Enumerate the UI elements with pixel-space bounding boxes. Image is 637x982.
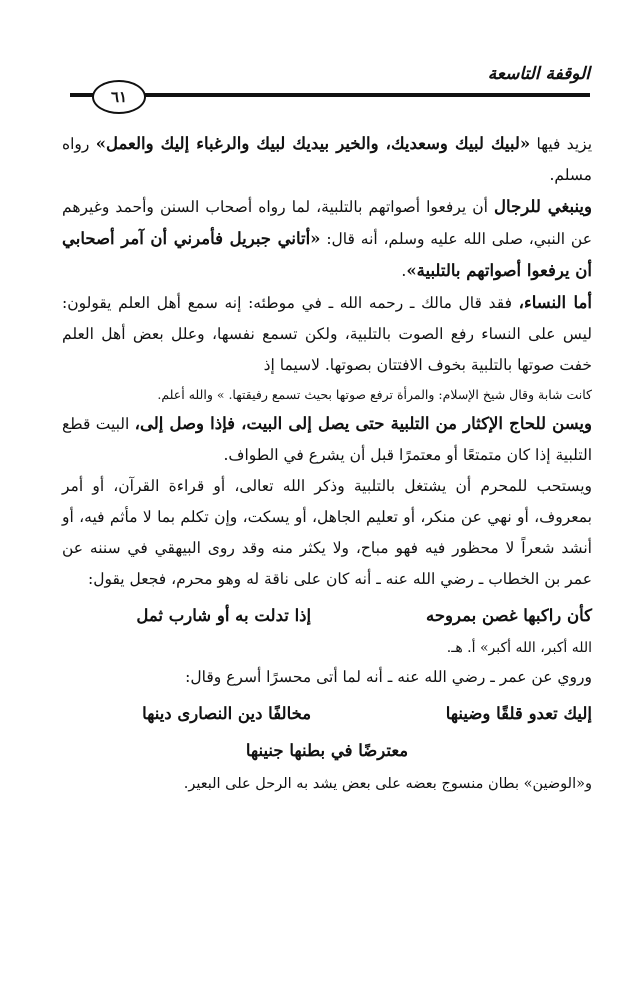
p3-text: فقد قال مالك ـ رحمه الله ـ في موطئه: إنه سمع أهل العلم يقولون: ليس على النساء رفع الصوت بالتلبية، ولكن تسمع نفسها، وعلل بعض أهل العلم خفت صوتها بالتلبية بخوف الافتتان بصوتها. لاسيما إذ xyxy=(62,294,592,374)
verse-2-first-hemistich: إليك تعدو قلقًا وضينها xyxy=(445,704,592,723)
verse-line-2 xyxy=(62,695,592,733)
chapter-title: الوقفة التاسعة xyxy=(487,64,590,84)
paragraph-umar: وروي عن عمر ـ رضي الله عنه ـ أنه لما أتى محسرًا أسرع وقال: xyxy=(185,668,592,686)
p1-text: يزيد فيها xyxy=(530,135,593,153)
p2-hadith: «أتاني جبريل فأمرني أن آمر أصحابي أن يرفعوا أصواتهم بالتلبية» xyxy=(62,229,592,280)
paragraph-pilgrim-talbiya xyxy=(62,408,592,471)
page-header xyxy=(70,62,590,106)
page-body xyxy=(62,128,592,800)
p1-source: رواه مسلم. xyxy=(62,135,592,184)
paragraph-women xyxy=(62,287,592,381)
verse-1-first-hemistich: كأن راكبها غصن بمروحه xyxy=(426,606,592,625)
verse-2-second-hemistich: مخالفًا دين النصارى دينها xyxy=(142,704,312,723)
verse-1-closing: الله أكبر، الله أكبر» أ. هـ. xyxy=(446,640,592,656)
p3-lead: أما النساء، xyxy=(518,293,592,312)
paragraph-recommended: ويستحب للمحرم أن يشتغل بالتلبية وذكر الله تعالى، أو قراءة القرآن، أو أمر بمعروف، أو نهي عن منكر، أو تعليم الجاهل، أو يسكت، وإن تكلم بما لا مأثم فيه، أو أنشد شعراً لا محظور فيه فهو مباح، ولا يكثر منه وقد روى البيهقي في سننه عن عمر بن الخطاب ـ رضي الله عنه ـ أنه كان على ناقة له وهو محرم، فجعل يقول: xyxy=(62,477,592,588)
p1-quote: «لبيك لبيك وسعديك، والخير بيديك لبيك والرغباء إليك والعمل» xyxy=(95,134,531,153)
verse-line-1 xyxy=(62,597,592,635)
paragraph-women-continued: كانت شابة وقال شيخ الإسلام: والمرأة ترفع صوتها بحيث تسمع رفيقتها. » والله أعلم. xyxy=(157,387,592,402)
p2-end: . xyxy=(401,262,407,280)
verse-2-third-hemistich: معترضًا في بطنها جنينها xyxy=(245,741,409,760)
header-rule xyxy=(70,93,590,97)
paragraph-talbiya-addition xyxy=(62,128,592,191)
p2-lead: وينبغي للرجال xyxy=(494,197,592,216)
p2-text: أن يرفعوا أصواتهم بالتلبية، لما رواه أصحاب السنن وأحمد وغيرهم عن النبي، صلى الله عليه وسلم، أنه قال: xyxy=(62,198,592,248)
p4-text: البيت قطع التلبية إذا كان متمتعًا أو معتمرًا قبل أن يشرع في الطواف. xyxy=(62,415,592,464)
page-number: ٦١ xyxy=(92,80,146,114)
p4-lead: ويسن للحاج الإكثار من التلبية حتى يصل إلى البيت، فإذا وصل إلى، xyxy=(134,414,592,433)
verse-1-second-hemistich: إذا تدلت به أو شارب ثمل xyxy=(136,606,312,625)
footnote-wadin: و«الوضين» بطان منسوج بعضه على بعض يشد به الرحل على البعير. xyxy=(183,776,592,792)
paragraph-men-raise-voice xyxy=(62,191,592,287)
